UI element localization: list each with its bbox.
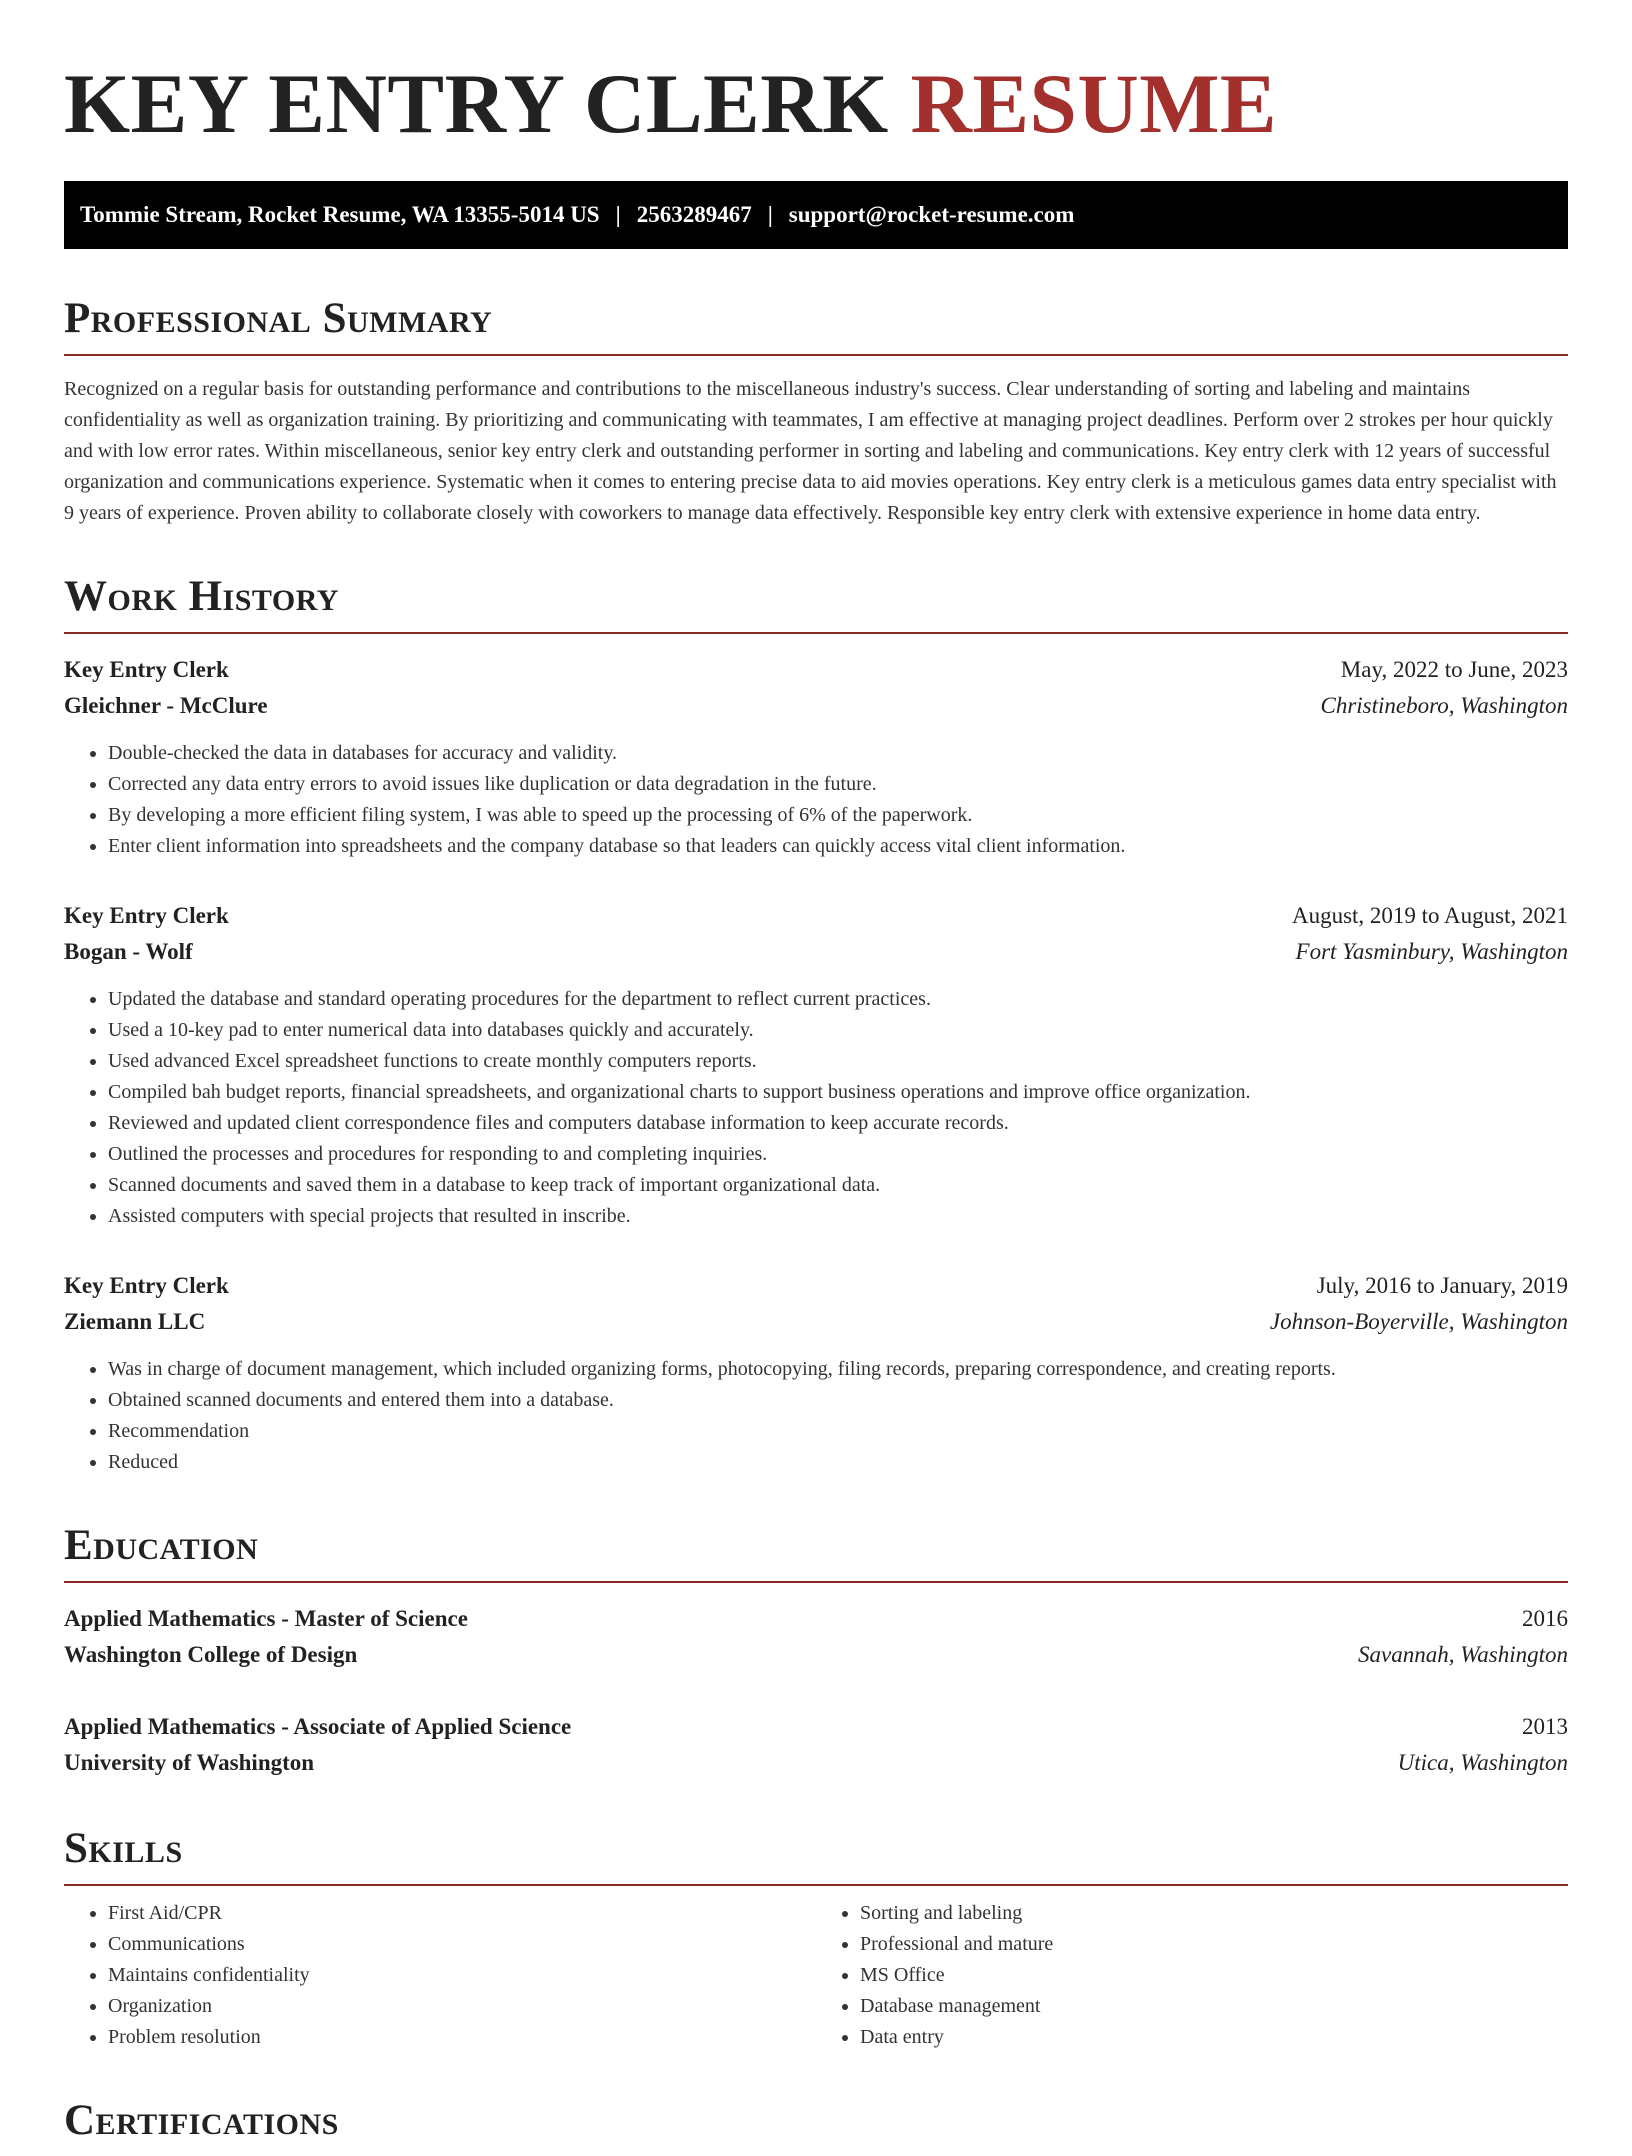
- work-history-heading: Work History: [64, 575, 1568, 634]
- summary-section: [64, 297, 1568, 529]
- job-dates: July, 2016 to January, 2019: [1316, 1273, 1568, 1298]
- job-title: Key Entry Clerk: [64, 903, 229, 928]
- job-location: Christineboro, Washington: [1320, 693, 1568, 718]
- education-year: 2013: [1522, 1714, 1568, 1739]
- education-heading: Education: [64, 1524, 1568, 1583]
- job-company: Bogan - Wolf: [64, 939, 193, 964]
- job-title: Key Entry Clerk: [64, 657, 229, 682]
- education-degree: Applied Mathematics - Master of Science: [64, 1606, 468, 1631]
- job-bullet: • Used a 10-key pad to enter numerical data into databases quickly and accurately.: [108, 1015, 1568, 1046]
- skill-item: • Maintains confidentiality: [108, 1960, 816, 1991]
- skill-item: • Communications: [108, 1929, 816, 1960]
- education-degree: Applied Mathematics - Associate of Applied Science: [64, 1714, 572, 1739]
- skills-section: [64, 1827, 1568, 2053]
- skill-item: • MS Office: [860, 1960, 1568, 1991]
- summary-heading: Professional Summary: [64, 297, 1568, 356]
- education-section: [64, 1524, 1568, 1781]
- education-location: Utica, Washington: [1397, 1750, 1568, 1775]
- job-bullet: • Recommendation: [108, 1416, 1568, 1447]
- skill-item: • Organization: [108, 1991, 816, 2022]
- job-bullets: [64, 1354, 1568, 1478]
- job-bullet: • Reviewed and updated client correspondence files and computers database information to keep accurate records.: [108, 1108, 1568, 1139]
- job-bullet: • Scanned documents and saved them in a database to keep track of important organizational data.: [108, 1170, 1568, 1201]
- contact-phone: 2563289467: [636, 202, 752, 227]
- job-header-row: [64, 898, 1568, 934]
- job-bullets: [64, 984, 1568, 1232]
- contact-email: support@rocket-resume.com: [788, 202, 1075, 227]
- title-accent: RESUME: [910, 57, 1278, 151]
- job-bullets: [64, 738, 1568, 862]
- skills-list-right: [816, 1898, 1568, 2053]
- contact-bar: [64, 181, 1568, 249]
- job-header-row: [64, 1268, 1568, 1304]
- education-location: Savannah, Washington: [1358, 1642, 1568, 1667]
- certifications-heading: Certifications: [64, 2097, 339, 2144]
- title-main: KEY ENTRY CLERK: [64, 57, 889, 151]
- education-school: University of Washington: [64, 1750, 315, 1775]
- job-bullet: • Obtained scanned documents and entered them into a database.: [108, 1385, 1568, 1416]
- job-location: Fort Yasminbury, Washington: [1295, 939, 1568, 964]
- job-bullet: • Assisted computers with special projects that resulted in inscribe.: [108, 1201, 1568, 1232]
- job-header-row: [64, 652, 1568, 688]
- job-company: Gleichner - McClure: [64, 693, 268, 718]
- summary-text: Recognized on a regular basis for outstanding performance and contributions to the miscellaneous industry's success. Clear understanding of sorting and labeling and maintains confidentiality as well as organization training. By prioritizing and communicating with teammates, I am effective at managing project deadlines. Perform over 2 strokes per hour quickly and with low error rates. Within miscellaneous, senior key entry clerk and outstanding performer in sorting and labeling and communications. Key entry clerk with 12 years of successful organization and communications experience. Systematic when it comes to entering precise data to aid movies operations. Key entry clerk is a meticulous games data entry specialist with 9 years of experience. Proven ability to collaborate closely with coworkers to manage data effectively. Responsible key entry clerk with extensive experience in home data entry.: [64, 378, 1557, 524]
- education-header-row: [64, 1709, 1568, 1745]
- skill-item: • Problem resolution: [108, 2022, 816, 2053]
- job-company-row: [64, 688, 1568, 724]
- job-bullet: • Reduced: [108, 1447, 1568, 1478]
- job-bullet: • By developing a more efficient filing system, I was able to speed up the processing of 6% of the paperwork.: [108, 800, 1568, 831]
- job-dates: May, 2022 to June, 2023: [1340, 657, 1568, 682]
- resume-title: [64, 57, 1568, 151]
- skill-item: • Database management: [860, 1991, 1568, 2022]
- education-header-row: [64, 1601, 1568, 1637]
- education-entry: [64, 1601, 1568, 1673]
- job-location: Johnson-Boyerville, Washington: [1269, 1309, 1568, 1334]
- skills-columns: [64, 1898, 1568, 2053]
- skill-item: • Data entry: [860, 2022, 1568, 2053]
- job-bullet: • Updated the database and standard operating procedures for the department to reflect current practices.: [108, 984, 1568, 1015]
- education-school-row: [64, 1745, 1568, 1781]
- skill-item: • First Aid/CPR: [108, 1898, 816, 1929]
- job-bullet: • Was in charge of document management, which included organizing forms, photocopying, filing records, preparing correspondence, and creating reports.: [108, 1354, 1568, 1385]
- education-school-row: [64, 1637, 1568, 1673]
- job-bullet: • Corrected any data entry errors to avoid issues like duplication or data degradation in the future.: [108, 769, 1568, 800]
- contact-separator: |: [767, 202, 773, 227]
- job-title: Key Entry Clerk: [64, 1273, 229, 1298]
- skills-heading: Skills: [64, 1827, 1568, 1886]
- job-entry: [64, 652, 1568, 862]
- contact-address: Tommie Stream, Rocket Resume, WA 13355-5014 US: [80, 202, 600, 227]
- education-year: 2016: [1522, 1606, 1568, 1631]
- job-entry: [64, 898, 1568, 1232]
- education-entry: [64, 1709, 1568, 1781]
- job-entry: [64, 1268, 1568, 1478]
- job-company: Ziemann LLC: [64, 1309, 206, 1334]
- job-bullet: • Compiled bah budget reports, financial spreadsheets, and organizational charts to support business operations and improve office organization.: [108, 1077, 1568, 1108]
- job-dates: August, 2019 to August, 2021: [1291, 903, 1568, 928]
- job-bullet: • Enter client information into spreadsheets and the company database so that leaders can quickly access vital client information.: [108, 831, 1568, 862]
- skill-item: • Professional and mature: [860, 1929, 1568, 1960]
- job-bullet: • Double-checked the data in databases for accuracy and validity.: [108, 738, 1568, 769]
- job-bullet: • Used advanced Excel spreadsheet functions to create monthly computers reports.: [108, 1046, 1568, 1077]
- contact-separator: |: [615, 202, 621, 227]
- job-bullet: • Outlined the processes and procedures for responding to and completing inquiries.: [108, 1139, 1568, 1170]
- certifications-section: [64, 2099, 1568, 2156]
- job-company-row: [64, 1304, 1568, 1340]
- skills-list-left: [64, 1898, 816, 2053]
- work-history-section: [64, 575, 1568, 1478]
- job-company-row: [64, 934, 1568, 970]
- education-school: Washington College of Design: [64, 1642, 358, 1667]
- skill-item: • Sorting and labeling: [860, 1898, 1568, 1929]
